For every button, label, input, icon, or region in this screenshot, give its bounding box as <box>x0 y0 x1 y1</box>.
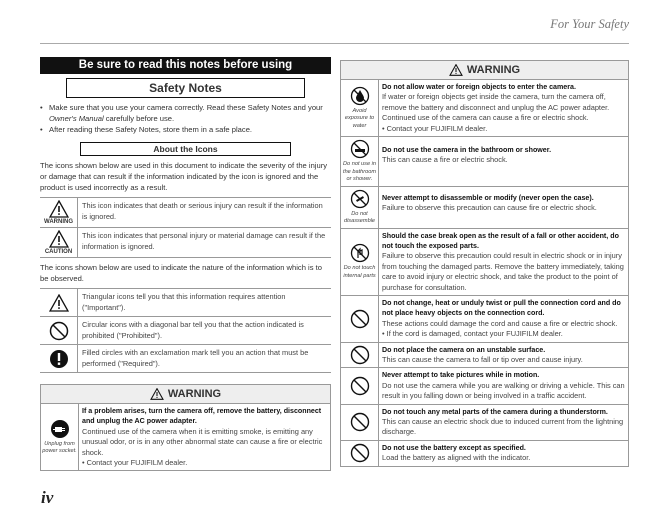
bathroom-bold: Do not use the camera in the bathroom or shower. <box>382 146 552 155</box>
motion-body: Do not use the camera while you are walking or driving a vehicle. This can result in you falling down or being involved in a traffic accident. <box>382 380 625 401</box>
bathroom-caption: Do not use in the bathroom or shower. <box>343 161 376 183</box>
warning-row-cord <box>340 296 629 343</box>
internal-parts-body: Failure to observe this precaution could result in electric shock or in injury from touching the damaged parts. Remove the battery immediately, taking care to avoid injury or electric shock, and take the product to the point of purchase for consultation. <box>382 251 624 292</box>
important-triangle-icon <box>49 294 69 312</box>
warning-triangle-icon <box>150 388 164 400</box>
prohibited-icon <box>350 309 370 329</box>
warning-label: WARNING <box>44 219 73 225</box>
warning-row-motion <box>340 368 629 404</box>
warning-left-bullet: • Contact your FUJIFILM dealer. <box>82 458 188 468</box>
warning-row-bathroom <box>340 137 629 187</box>
page-number: iv <box>41 488 54 507</box>
intro-bullet-2: • After reading these Safety Notes, store them in a safe place. <box>40 124 331 135</box>
cord-body: These actions could damage the cord and cause a fire or electric shock. <box>382 318 618 328</box>
water-body-2: Continued use of the camera can cause a fire or electric shock. <box>382 113 589 123</box>
warning-left-row <box>40 404 331 471</box>
caution-label: CAUTION <box>44 249 73 255</box>
water-caption: Avoid exposure to water <box>344 107 375 129</box>
warning-row-unstable <box>340 343 629 369</box>
nature-row-required <box>40 345 331 373</box>
prohibited-icon <box>350 412 370 432</box>
no-water-icon <box>350 86 370 106</box>
unplug-caption: Unplug from power socket. <box>42 440 77 455</box>
nature-row-prohibited <box>40 317 331 345</box>
unplug-icon <box>50 419 70 439</box>
warning-row-battery <box>340 441 629 467</box>
battery-body: Load the battery as aligned with the indicator. <box>382 453 531 463</box>
disassemble-body: Failure to observe this precaution can cause fire or electric shock. <box>382 202 597 212</box>
motion-bold: Never attempt to take pictures while in motion. <box>382 371 540 380</box>
no-touch-icon <box>350 243 370 263</box>
nature-row-important <box>40 289 331 317</box>
warning-row-thunderstorm <box>340 405 629 441</box>
about-para-1: The icons shown below are used in this document to indicate the severity of the injury or damage that can result if the information indicated by the icon is ignored and the product is used incorrectly as a result. <box>40 161 328 192</box>
bathroom-body: This can cause a fire or electric shock. <box>382 155 508 165</box>
intro-banner: Be sure to read this notes before using <box>40 57 331 74</box>
water-bold: Do not allow water or foreign objects to enter the camera. <box>382 83 576 91</box>
intro-bullets <box>40 102 331 135</box>
safety-notes-title: Safety Notes <box>66 78 305 98</box>
prohibited-icon <box>350 376 370 396</box>
warning-left-bold: If a problem arises, turn the camera off, remove the battery, disconnect and unplug the AC power adapter. <box>82 407 322 426</box>
warning-right-heading: WARNING <box>340 60 629 80</box>
internal-parts-bold: Should the case break open as the result of a fall or other accident, do not touch the exposed parts. <box>382 231 619 250</box>
severity-table <box>40 197 331 258</box>
warning-left-heading: WARNING <box>40 384 331 404</box>
disassemble-caption: Do not disassemble <box>343 210 376 225</box>
required-icon <box>49 349 69 369</box>
nature-table <box>40 288 331 373</box>
warning-left-body: Continued use of the camera when it is emitting smoke, is emitting any unusual odor, or is in any other abnormal state can cause a fire or electric shock. <box>82 426 323 457</box>
caution-triangle-icon <box>49 230 69 248</box>
no-bathroom-icon <box>350 139 370 159</box>
caution-description: This icon indicates that personal injury or material damage can result if the information is ignored. <box>82 231 326 251</box>
prohibited-icon <box>49 321 69 341</box>
cord-bold: Do not change, heat or unduly twist or pull the connection cord and do not place heavy objects on the connection cord. <box>382 298 621 318</box>
warning-description: This icon indicates that death or serious injury can result if the information is ignored. <box>82 201 323 221</box>
warning-triangle-icon <box>49 200 69 218</box>
thunderstorm-bold: Do not touch any metal parts of the camera during a thunderstorm. <box>382 407 608 416</box>
severity-row-caution <box>40 228 331 258</box>
no-disassemble-icon <box>350 189 370 209</box>
running-title: For Your Safety <box>550 17 629 31</box>
about-para-2: The icons shown below are used to indicate the nature of the information which is to be observed. <box>40 263 322 283</box>
warning-left-block <box>40 384 331 471</box>
thunderstorm-body: This can cause an electric shock due to induced current from the lightning discharge. <box>382 417 624 437</box>
water-bullet: • Contact your FUJIFILM dealer. <box>382 123 488 133</box>
disassemble-bold: Never attempt to disassemble or modify (never open the case). <box>382 193 594 202</box>
warning-triangle-icon <box>449 64 463 76</box>
prohibited-icon <box>350 345 370 365</box>
prohibited-icon <box>350 443 370 463</box>
left-column <box>40 57 331 471</box>
intro-bullet-1: • Make sure that you use your camera correctly. Read these Safety Notes and your Owner's Manual carefully before use. <box>40 102 331 124</box>
header-rule <box>40 43 629 44</box>
warning-row-internal-parts <box>340 229 629 296</box>
warning-row-water <box>340 80 629 137</box>
owners-manual-ref: Owner's Manual <box>49 114 104 123</box>
about-icons-title: About the Icons <box>80 142 291 156</box>
warning-row-disassemble <box>340 187 629 229</box>
water-body: If water or foreign objects get inside the camera, turn the camera off, remove the battery and disconnect and unplug the AC power adapter. <box>382 92 610 112</box>
severity-row-warning <box>40 198 331 228</box>
cord-bullet: • If the cord is damaged, contact your FUJIFILM dealer. <box>382 329 563 339</box>
important-description: Triangular icons tell you that this information requires attention ("Important"). <box>82 292 286 312</box>
prohibited-description: Circular icons with a diagonal bar tell you that the action indicated is prohibited ("Prohibited"). <box>82 320 304 340</box>
unstable-body: This can cause the camera to fall or tip over and cause injury. <box>382 355 583 364</box>
battery-bold: Do not use the battery except as specified. <box>382 443 526 452</box>
right-column <box>340 60 629 467</box>
required-description: Filled circles with an exclamation mark tell you an action that must be performed ("Required"). <box>82 348 309 368</box>
unstable-bold: Do not place the camera on an unstable surface. <box>382 345 546 354</box>
internal-parts-caption: Do not touch internal parts <box>343 265 376 279</box>
